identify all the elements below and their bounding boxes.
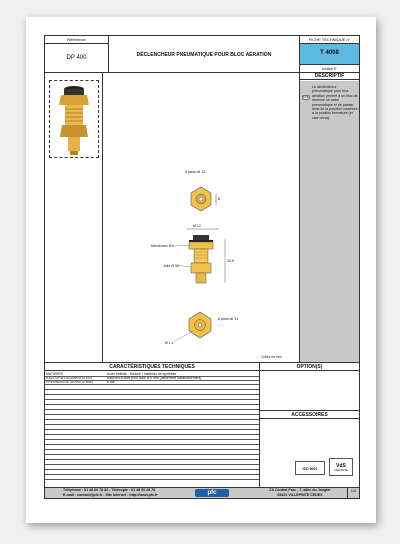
- descriptif-text: Le déclencheur pneumatique pour bloc aération permet à un bloc de recevoir un ordre pneumatique et de passer ainsi de la position ouverture à la position fermeture (et vice versa).: [312, 85, 358, 120]
- footer-phone: Téléphone : 01 48 60 78 32 - Télécopie : 01 48 60 28 78: [63, 488, 156, 492]
- label-joint: Joint Ø 12: [163, 264, 179, 268]
- footer-email: E-mail : contact@pfc.fr - Site Internet : http://www.pfc.fr: [63, 492, 158, 497]
- label-diameter: Ø 1.2: [165, 341, 174, 345]
- cotes-note: Cotes en mm: [261, 355, 282, 359]
- label-pans-bottom: 6 pans de 14: [218, 317, 239, 321]
- label-m12: M 12: [193, 224, 201, 228]
- indice-label: indice E: [322, 66, 337, 71]
- footer-address-line1: ZA Central Parc - 7, allée du Jongler: [269, 488, 331, 492]
- vds-subtext: CERTIFIÉ: [334, 468, 348, 472]
- caracteristiques-title: CARACTÉRISTIQUES TECHNIQUES: [45, 364, 259, 371]
- page-current: 1: [350, 488, 353, 493]
- product-photo: [49, 80, 99, 158]
- label-pans-top: 6 pans de 12: [185, 170, 206, 174]
- document-frame: [44, 35, 360, 499]
- product-title: DÉCLENCHEUR PNEUMATIQUE POUR BLOC AÉRATION: [136, 52, 272, 58]
- caracteristiques-table: [45, 372, 259, 486]
- afaq-certification: [295, 461, 325, 475]
- pfc-logo: pfc: [195, 489, 229, 497]
- char-row-label-1: MATIÈRES: [46, 372, 64, 376]
- product-photo-icon: [50, 81, 98, 157]
- document-sheet: [26, 17, 376, 523]
- vds-certification: [329, 458, 353, 476]
- label-dim-top: 8: [218, 197, 220, 201]
- char-row-value-2: Raccord à olive pour tube Ø 6 mm (déclenché instantanément): [107, 376, 202, 380]
- descriptif-panel: [300, 81, 359, 362]
- fiche-number: T 4008: [300, 44, 359, 64]
- page-indicator: 1/2: [347, 488, 359, 498]
- technical-drawing: [103, 73, 299, 362]
- char-row-value-3: 6 bar: [107, 380, 115, 384]
- document-icon: FTE: [303, 95, 309, 99]
- footer-contact: [63, 488, 193, 497]
- footer-address-line2: 93421 VILLEPINTE CEDEX: [277, 492, 323, 497]
- char-row-label-2: RACCORD D'ALIMENTATION: [46, 376, 92, 380]
- fiche-technique-label: FICHE TECHNIQUE n°: [308, 37, 351, 42]
- afaq-iso-text: ISO 9001: [302, 467, 318, 471]
- accessoires-title: ACCESSOIRES: [260, 412, 359, 419]
- hex-top-view: [191, 187, 227, 211]
- char-row-value-1: Acier tréfileté - Nickelé / matériau de synthèse: [107, 372, 177, 376]
- vds-logo-text: VdS: [336, 463, 346, 469]
- reference-value: DP 400: [66, 55, 87, 61]
- options-title: OPTION(S): [260, 364, 359, 371]
- descriptif-block: [302, 85, 358, 120]
- descriptif-title: DESCRIPTIF: [300, 73, 359, 80]
- label-membrane: Membrane Ø 6: [151, 244, 175, 248]
- page-total: 2: [354, 488, 357, 493]
- char-row-label-3: PRESSION DE SERVICE MAX: [46, 380, 94, 384]
- reference-label: Référence: [67, 37, 86, 42]
- label-height: 30.5: [227, 259, 234, 263]
- side-view: [175, 229, 225, 283]
- footer-address: [257, 488, 343, 497]
